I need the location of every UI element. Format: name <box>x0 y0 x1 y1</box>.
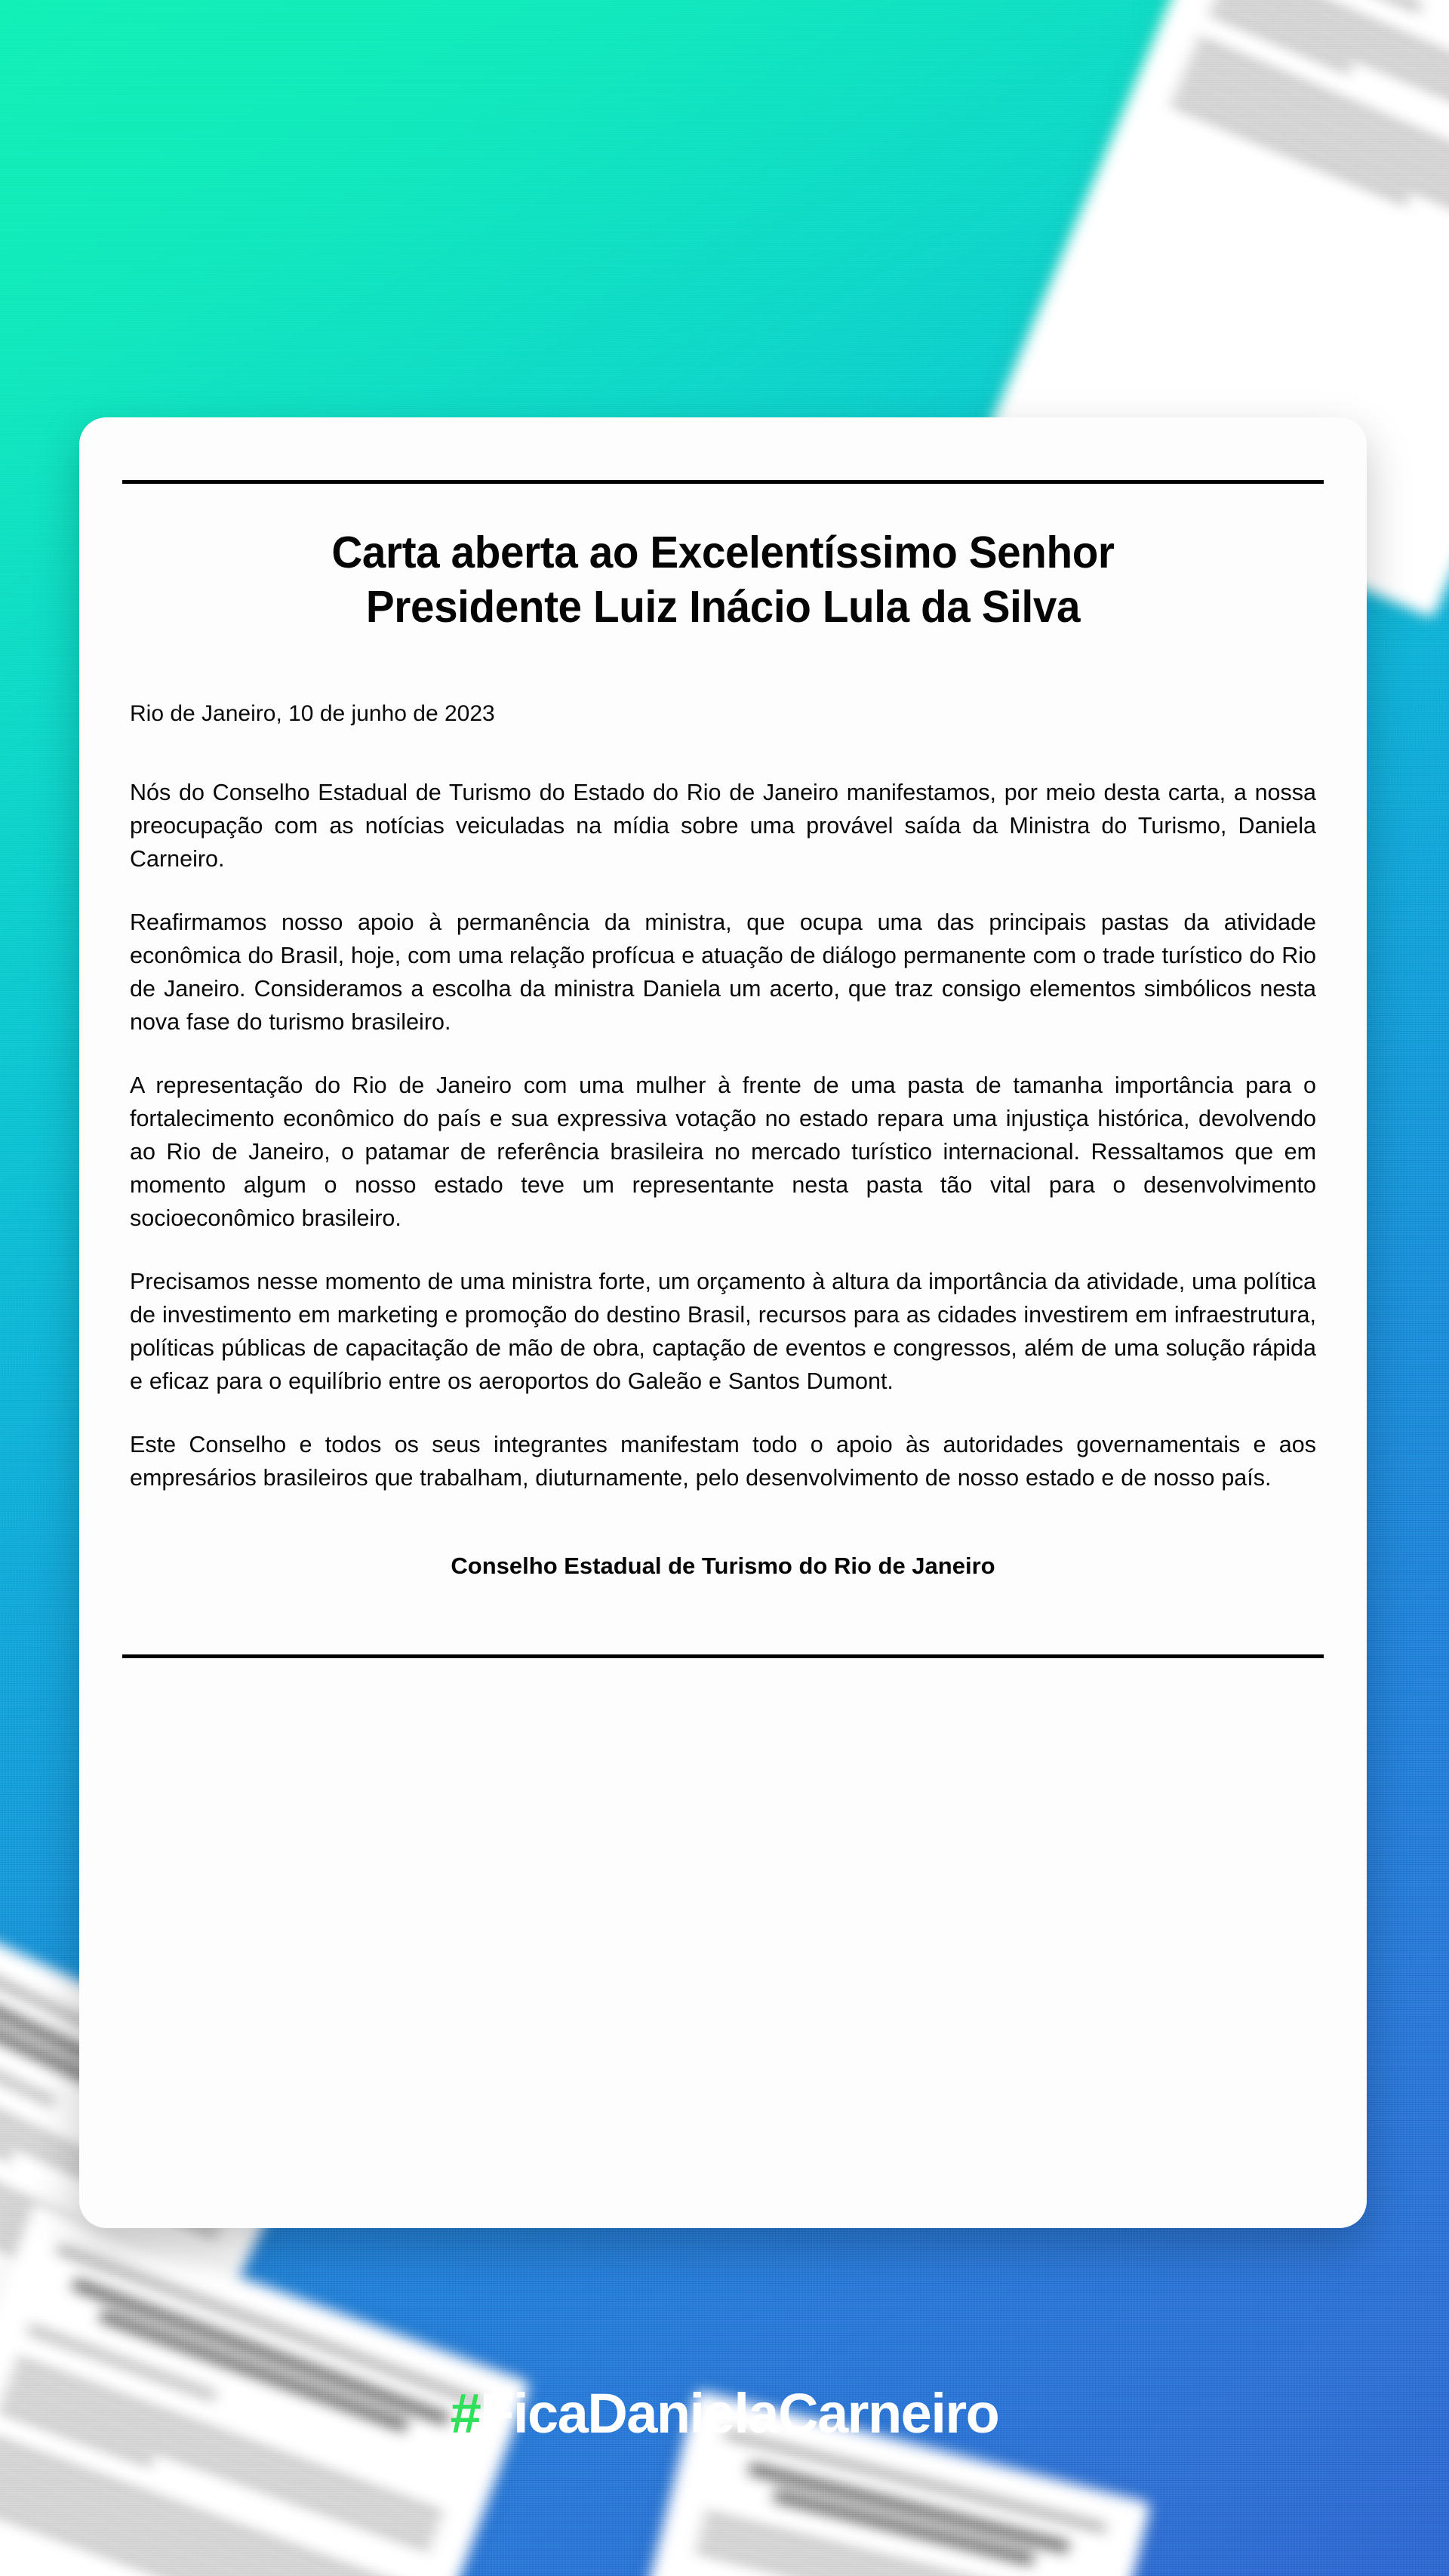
bottom-divider-rule <box>122 1654 1324 1658</box>
letter-body <box>130 776 1316 1494</box>
letter-paragraph: Este Conselho e todos os seus integrantes manifestam todo o apoio às autoridades governamentais e aos empresários brasileiros que trabalham, diuturnamente, pelo desenvolvimento de nosso estado e de nosso país. <box>130 1432 1316 1491</box>
letter-paragraph: Nós do Conselho Estadual de Turismo do Estado do Rio de Janeiro manifestamos, por meio desta carta, a nossa preocupação com as notícias veiculadas na mídia sobre uma provável saída da Ministra do Turismo, Daniela Carneiro. <box>130 780 1316 872</box>
letter-paragraph: Precisamos nesse momento de uma ministra forte, um orçamento à altura da importância da atividade, uma política de investimento em marketing e promoção do destino Brasil, recursos para as cidades investirem em infraestrutura, políticas públicas de capacitação de mão de obra, captação de eventos e congressos, além de uma solução rápida e eficaz para o equilíbrio entre os aeroportos do Galeão e Santos Dumont. <box>130 1269 1316 1394</box>
letter-title-line-2: Presidente Luiz Inácio Lula da Silva <box>365 582 1081 632</box>
letter-signature: Conselho Estadual de Turismo do Rio de Janeiro <box>451 1553 995 1579</box>
hashtag-text: FicaDanielaCarneiro <box>480 2382 999 2445</box>
letter-paragraph: A representação do Rio de Janeiro com uma mulher à frente de uma pasta de tamanha importância para o fortalecimento econômico do país e sua expressiva votação no estado repara uma injustiça histórica, devolvendo ao Rio de Janeiro, o patamar de referência brasileira no mercado turístico internacional. Ressaltamos que em momento algum o nosso estado teve um representante nesta pasta tão vital para o desenvolvimento socioeconômico brasileiro. <box>130 1073 1316 1231</box>
page-title <box>177 525 1269 634</box>
letter-card <box>79 417 1367 2228</box>
campaign-hashtag <box>0 2382 1449 2445</box>
letter-title-line-1: Carta aberta ao Excelentíssimo Senhor <box>331 528 1115 577</box>
top-divider-rule <box>122 480 1324 484</box>
hashtag-symbol-icon: # <box>450 2382 481 2445</box>
letter-date: Rio de Janeiro, 10 de junho de 2023 <box>130 701 495 726</box>
letter-paragraph: Reafirmamos nosso apoio à permanência da ministra, que ocupa uma das principais pastas da atividade econômica do Brasil, hoje, com uma relação profícua e atuação de diálogo permanente com o trade turístico do Rio de Janeiro. Consideramos a escolha da ministra Daniela um acerto, que traz consigo elementos simbólicos nesta nova fase do turismo brasileiro. <box>130 909 1316 1035</box>
